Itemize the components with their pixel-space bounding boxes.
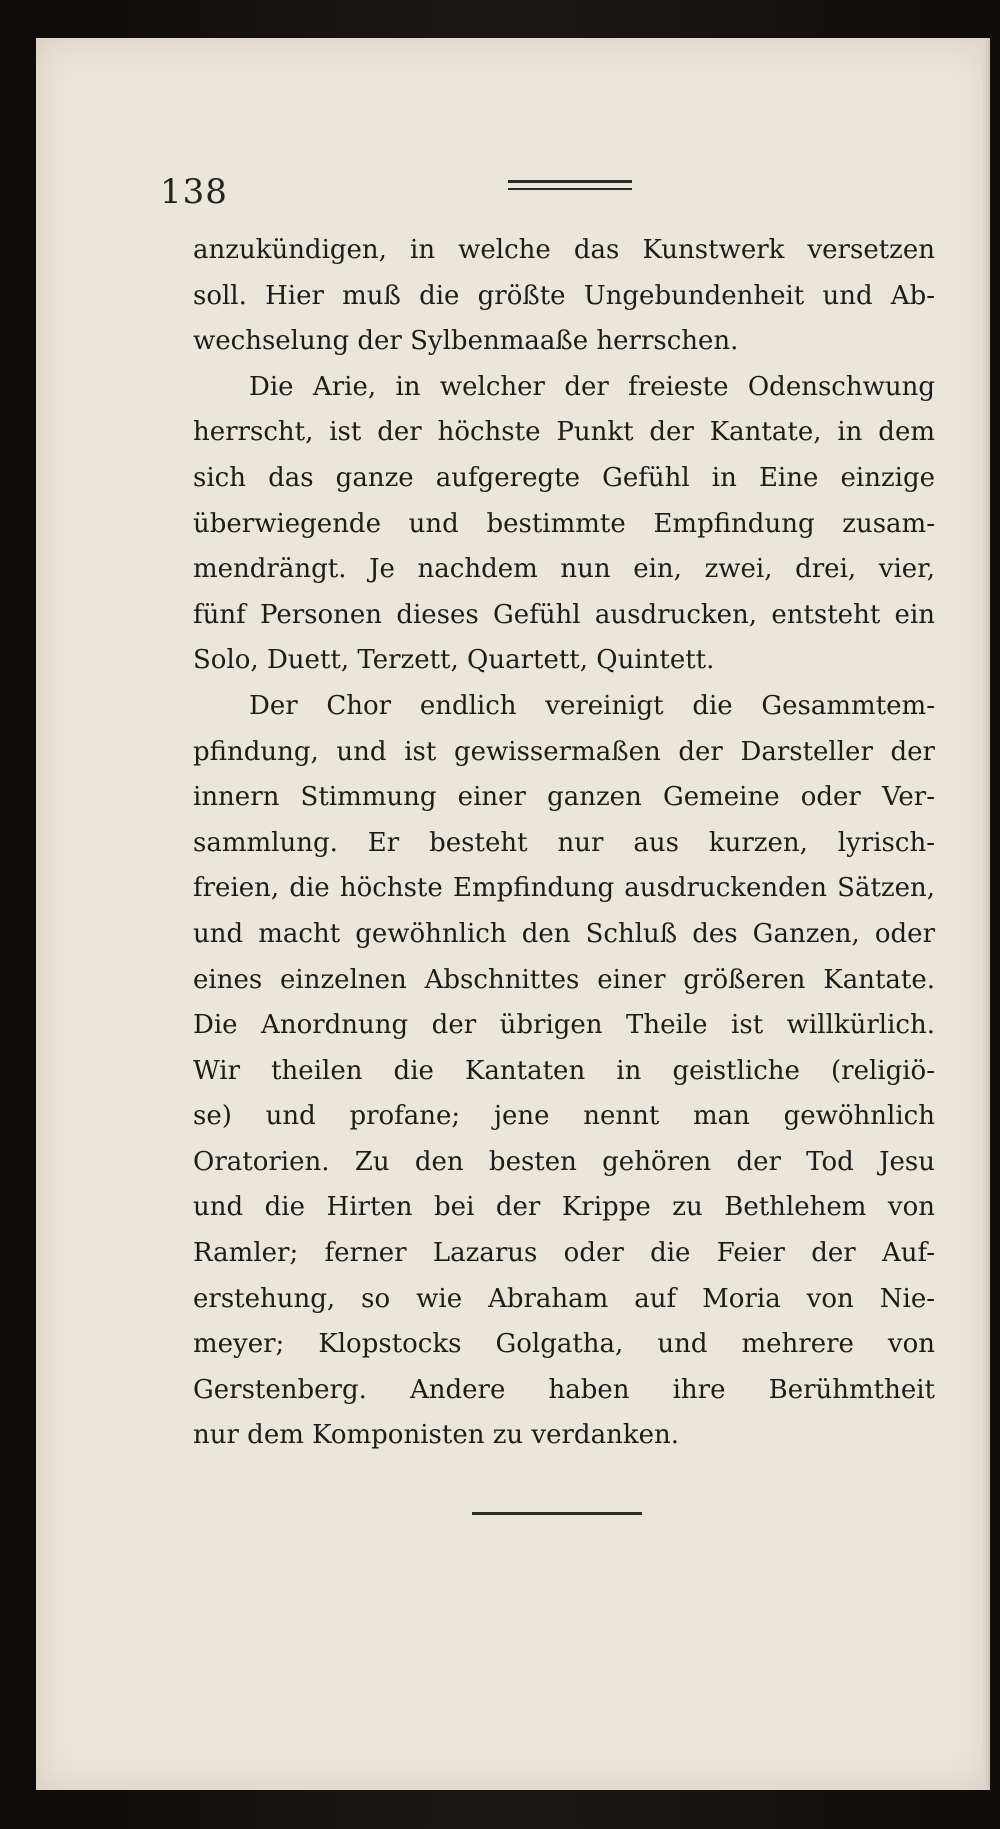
text-line: überwiegende und bestimmte Empfindung zusam- — [193, 508, 935, 539]
text-line: und die Hirten bei der Krippe zu Bethlehem von — [193, 1192, 935, 1223]
page-edge — [982, 38, 990, 1790]
text-line: se) und profane; jene nennt man gewöhnlich — [193, 1101, 935, 1132]
text-line: Oratorien. Zu den besten gehören der Tod Jesu — [193, 1146, 935, 1177]
text-line: fünf Personen dieses Gefühl ausdrucken, entsteht ein — [193, 599, 935, 630]
text-line: freien, die höchste Empfindung ausdruckenden Sätzen, — [193, 873, 935, 904]
header-rule — [508, 180, 632, 190]
text-line: mendrängt. Je nachdem nun ein, zwei, drei, vier, — [193, 554, 935, 585]
text-line: eines einzelnen Abschnittes einer größeren Kantate. — [193, 964, 935, 995]
text-line: Solo, Duett, Terzett, Quartett, Quintett. — [193, 645, 715, 676]
text-line: Der Chor endlich vereinigt die Gesammtem- — [249, 690, 935, 721]
text-line: Gerstenberg. Andere haben ihre Berühmtheit — [193, 1374, 935, 1405]
page-number: 138 — [160, 172, 228, 212]
text-line: innern Stimmung einer ganzen Gemeine oder Ver- — [193, 782, 935, 813]
text-line: herrscht, ist der höchste Punkt der Kantate, in dem — [193, 417, 935, 448]
text-line: sammlung. Er besteht nur aus kurzen, lyrisch- — [193, 827, 935, 858]
text-line: meyer; Klopstocks Golgatha, und mehrere von — [193, 1329, 935, 1360]
text-line: Die Arie, in welcher der freieste Odenschwung — [249, 371, 935, 402]
text-line: und macht gewöhnlich den Schluß des Ganzen, oder — [193, 918, 935, 949]
text-line: Die Anordnung der übrigen Theile ist willkürlich. — [193, 1010, 935, 1041]
text-line: wechselung der Sylbenmaaße herrschen. — [193, 326, 739, 357]
body-text — [193, 228, 935, 1459]
text-line: nur dem Komponisten zu verdanken. — [193, 1420, 679, 1451]
text-line: Wir theilen die Kantaten in geistliche (religiö- — [193, 1055, 935, 1086]
text-line: erstehung, so wie Abraham auf Moria von Nie- — [193, 1283, 935, 1314]
text-line: sich das ganze aufgeregte Gefühl in Eine einzige — [193, 462, 935, 493]
text-line: pfindung, und ist gewissermaßen der Darsteller der — [193, 736, 935, 767]
text-line: Ramler; ferner Lazarus oder die Feier der Auf- — [193, 1238, 935, 1269]
closing-rule — [472, 1512, 642, 1515]
text-line: anzukündigen, in welche das Kunstwerk versetzen — [193, 235, 935, 265]
text-line: soll. Hier muß die größte Ungebundenheit und Ab- — [193, 280, 935, 311]
